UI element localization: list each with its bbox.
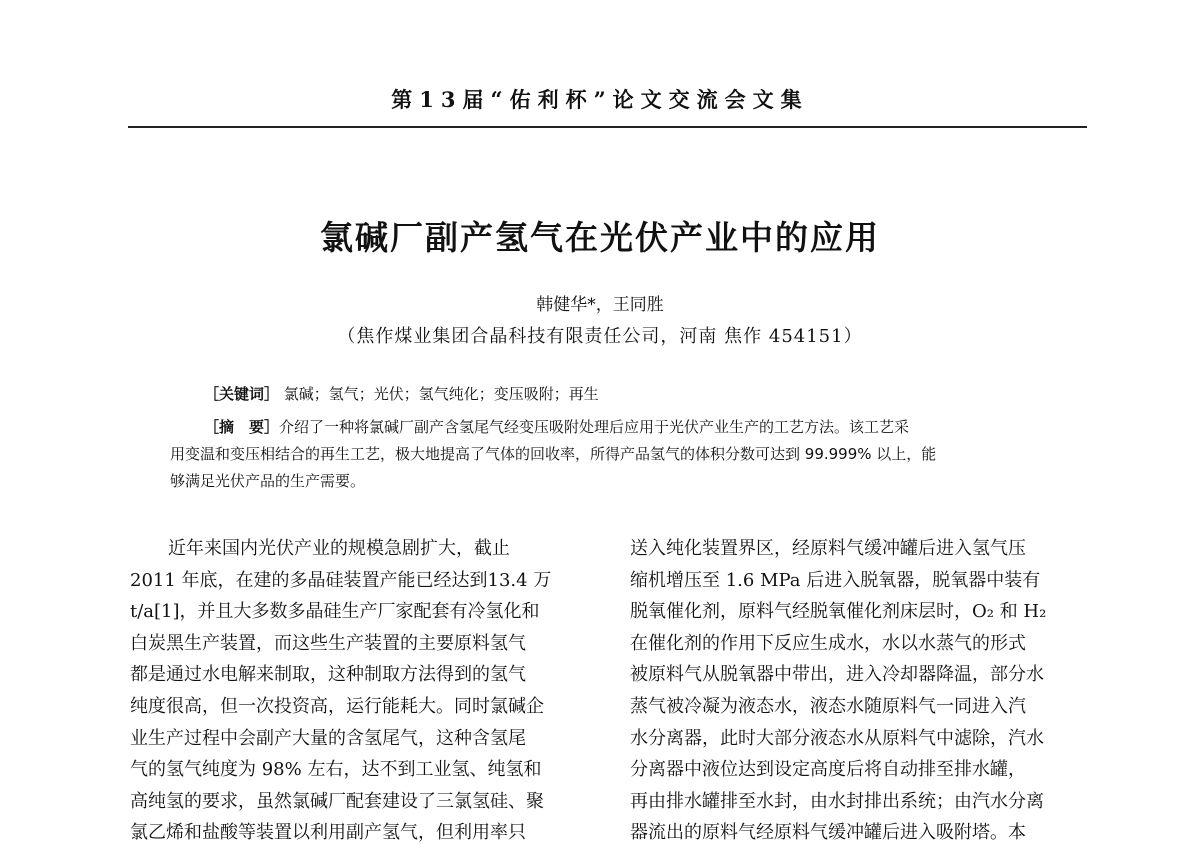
body-line: 氯乙烯和盐酸等装置以利用副产氢气，但利用率只 (130, 822, 526, 844)
header-rule (128, 126, 1087, 128)
body-line: 送入纯化装置界区，经原料气缓冲罐后进入氢气压 (630, 538, 1026, 559)
body-line: 被原料气从脱氧器中带出，进入冷却器降温，部分水 (630, 664, 1044, 686)
keywords-label: ［关键词］ (204, 385, 280, 403)
body-line: 业生产过程中会副产大量的含氢尾气，这种含氢尾 (130, 727, 526, 749)
body-line: 都是通过水电解来制取，这种制取方法得到的氢气 (130, 664, 526, 686)
body-line: t/a[1]，并且大多数多晶硅生产厂家配套有冷氢化和 (130, 601, 540, 623)
body-line: 器流出的原料气经原料气缓冲罐后进入吸附塔。本 (630, 822, 1026, 844)
right-column (630, 533, 1088, 849)
body-line: 高纯氢的要求，虽然氯碱厂配套建设了三氯氢硅、聚 (130, 790, 544, 812)
body-line: 缩机增压至 1.6 MPa 后进入脱氧器，脱氧器中装有 (630, 569, 1041, 591)
body-line: 纯度很高，但一次投资高，运行能耗大。同时氯碱企 (130, 695, 544, 717)
keywords (204, 383, 599, 404)
abstract-line-1 (170, 414, 1050, 441)
running-header: 第13届“佑利杯”论文交流会文集 (391, 87, 809, 112)
abstract-label: ［摘 要］ (204, 418, 280, 436)
authors: 韩健华*，王同胜 (536, 295, 664, 315)
body-line: 近年来国内光伏产业的规模急剧扩大，截止 (168, 538, 510, 559)
abstract-line-3: 够满足光伏产品的生产需要。 (170, 472, 366, 490)
left-column (130, 533, 588, 849)
abstract-text-1: 介绍了一种将氯碱厂副产含氢尾气经变压吸附处理后应用于光伏产业生产的工艺方法。该工艺采 (279, 418, 910, 436)
body-line: 分离器中液位达到设定高度后将自动排至排水罐， (630, 759, 1026, 781)
body-line: 水分离器，此时大部分液态水从原料气中滤除，汽水 (630, 727, 1044, 749)
abstract-line-2: 用变温和变压相结合的再生工艺，极大地提高了气体的回收率，所得产品氢气的体积分数可达到 99.999% 以上，能 (170, 445, 937, 463)
body-line: 再由排水罐排至水封，由水封排出系统；由汽水分离 (630, 790, 1044, 812)
affiliation: （焦作煤业集团合晶科技有限责任公司，河南 焦作 454151） (337, 326, 863, 347)
paper-title: 氯碱厂副产氢气在光伏产业中的应用 (320, 218, 880, 257)
body-line: 白炭黑生产装置，而这些生产装置的主要原料氢气 (130, 632, 526, 654)
body-line: 脱氧催化剂，原料气经脱氧催化剂床层时，O₂ 和 H₂ (630, 601, 1047, 623)
body-line: 蒸气被冷凝为液态水，液态水随原料气一同进入汽 (630, 695, 1026, 717)
abstract (170, 414, 1050, 495)
body-line: 气的氢气纯度为 98% 左右，达不到工业氢、纯氢和 (130, 759, 542, 781)
body-line: 在催化剂的作用下反应生成水，水以水蒸气的形式 (630, 632, 1026, 654)
keywords-text: 氯碱；氢气；光伏；氢气纯化；变压吸附；再生 (283, 385, 599, 403)
body-line: 2011 年底，在建的多晶硅装置产能已经达到13.4 万 (130, 569, 552, 591)
